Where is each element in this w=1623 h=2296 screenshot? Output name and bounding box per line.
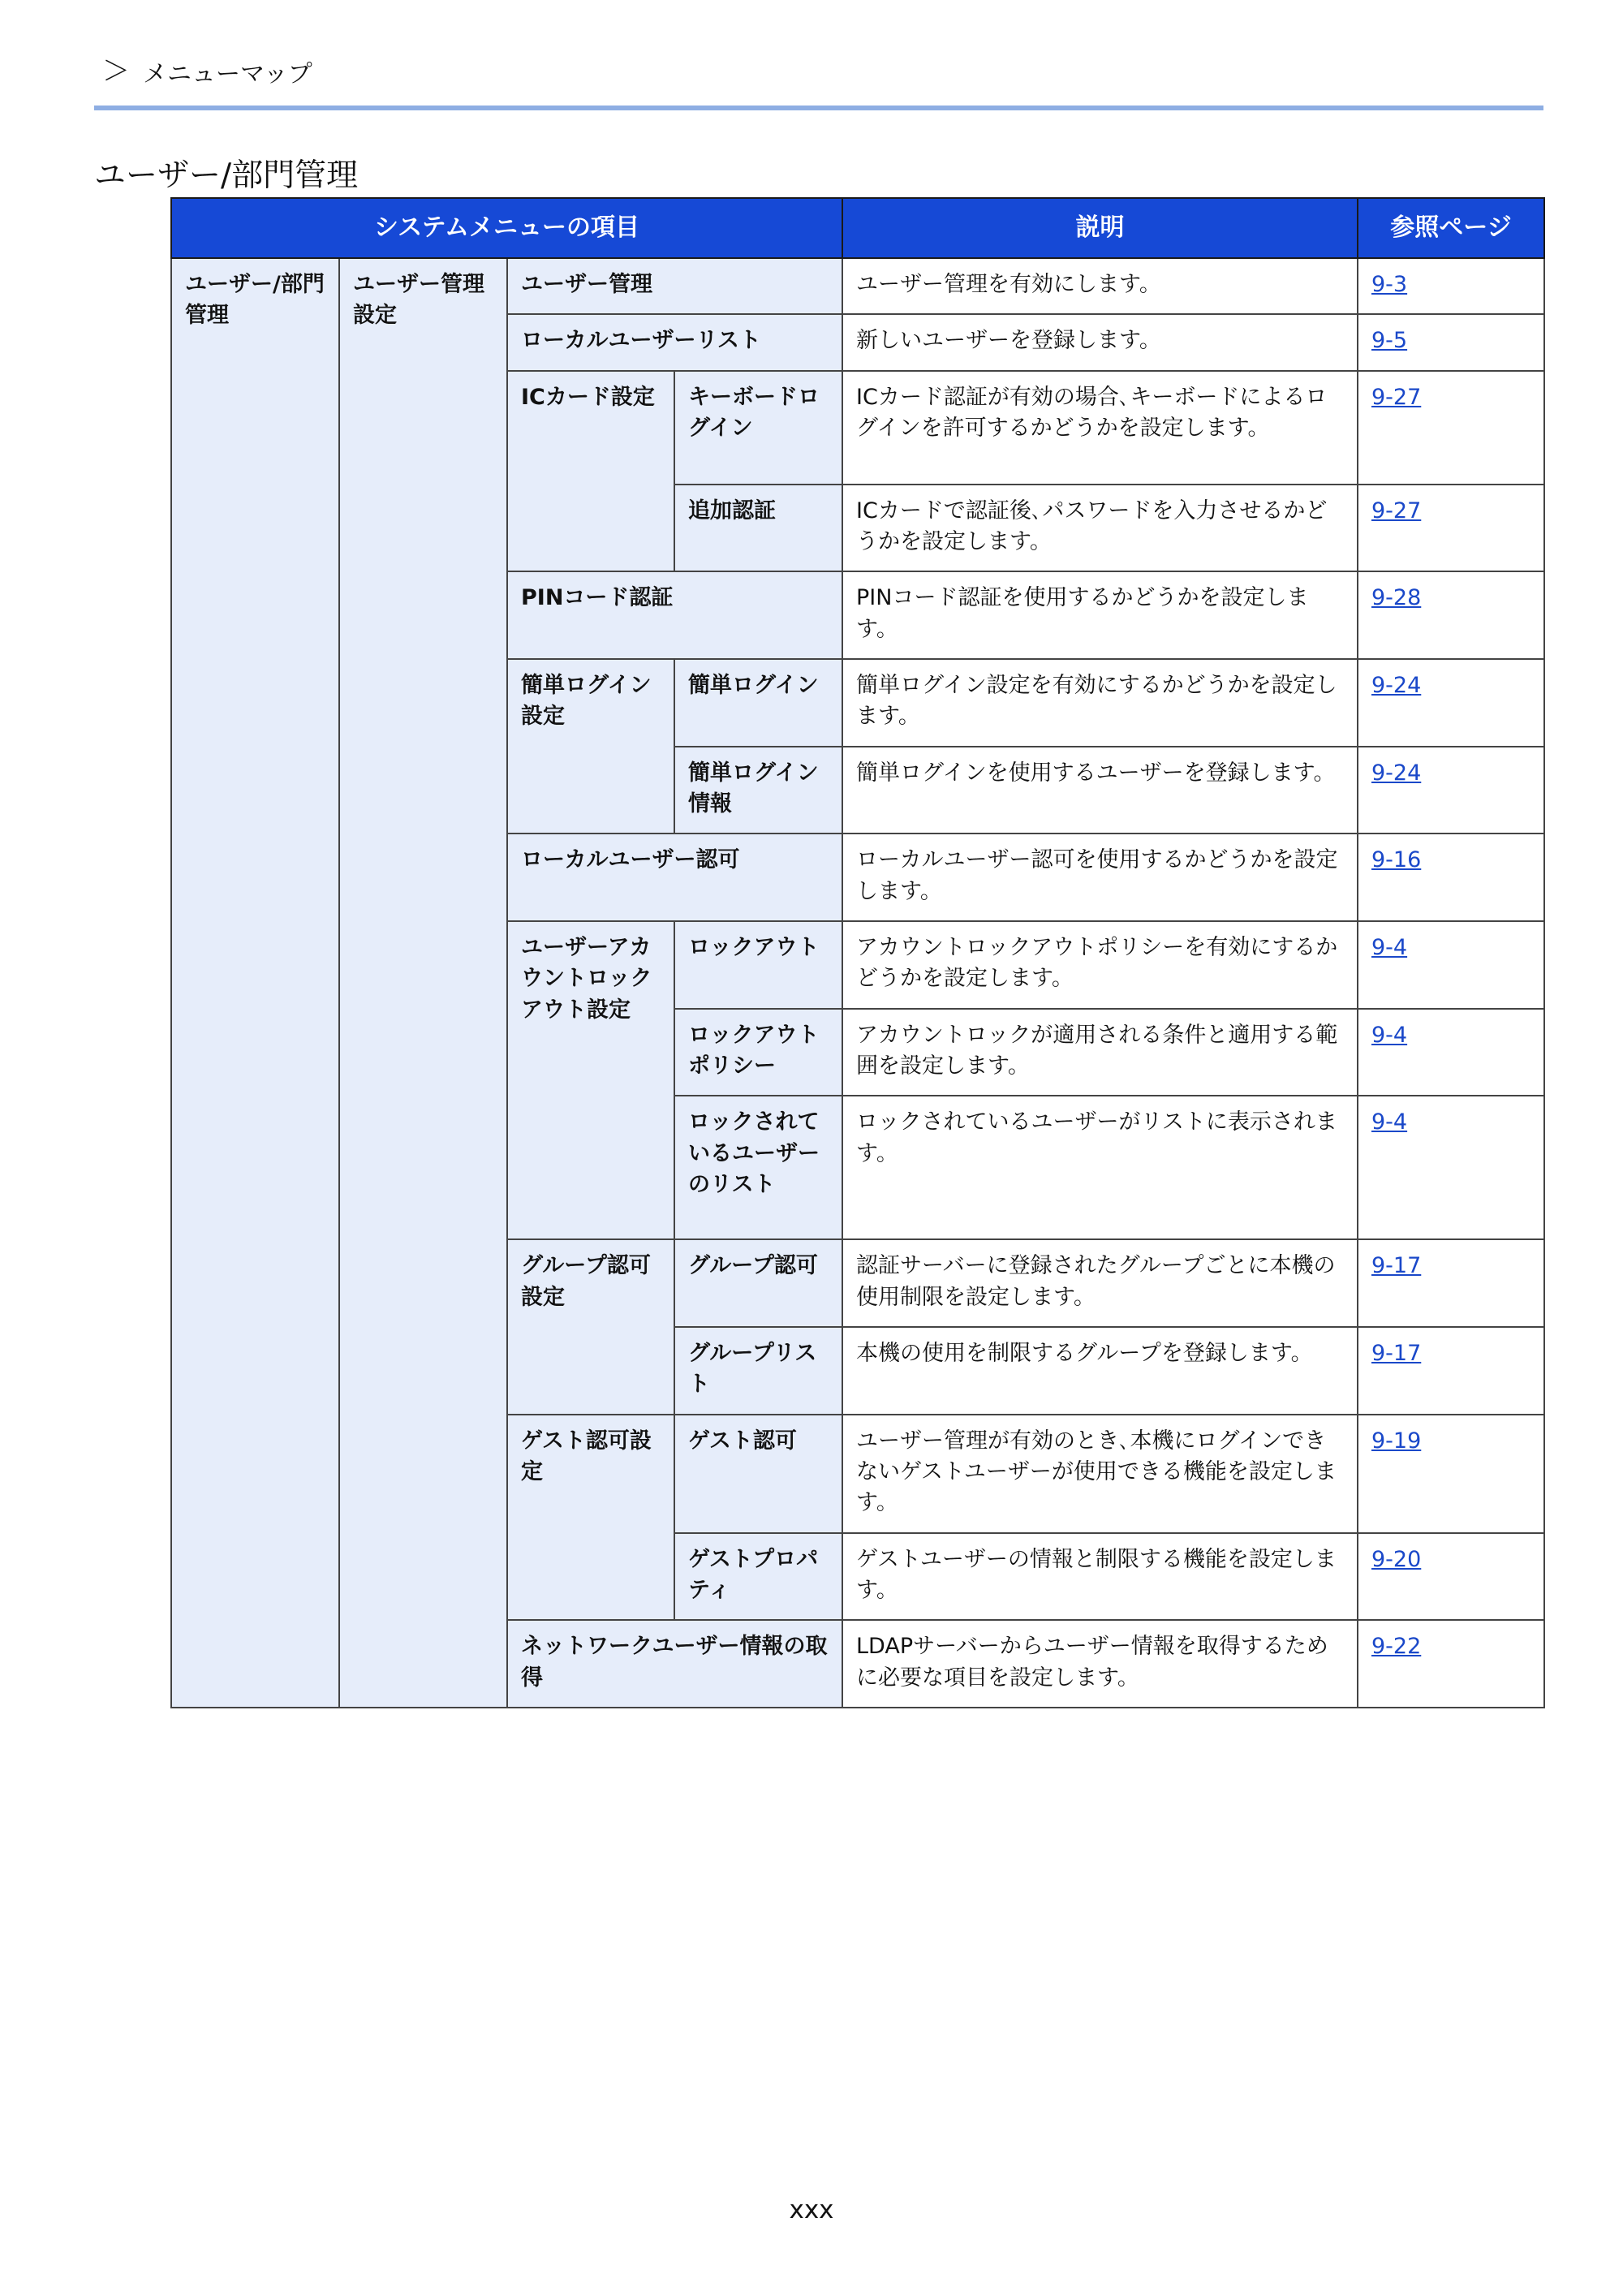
- desc-cell: ローカルユーザー認可を使用するかどうかを設定します。: [842, 834, 1358, 921]
- ref-cell: [1358, 921, 1544, 1009]
- ref-link[interactable]: 9-24: [1371, 760, 1422, 786]
- ref-link[interactable]: 9-27: [1371, 498, 1422, 523]
- ref-cell: [1358, 1533, 1544, 1621]
- ref-link[interactable]: 9-20: [1371, 1546, 1422, 1572]
- item-cell: PINコード認証: [507, 571, 842, 659]
- item-cell: グループ認可: [674, 1239, 842, 1327]
- ref-cell: [1358, 314, 1544, 370]
- ref-cell: [1358, 485, 1544, 572]
- item-cell: ローカルユーザー認可: [507, 834, 842, 921]
- ref-cell: [1358, 1009, 1544, 1096]
- item-cell: 簡単ログイン情報: [674, 747, 842, 834]
- breadcrumb: [102, 54, 312, 89]
- group-cell: ICカード設定: [507, 371, 674, 572]
- ref-link[interactable]: 9-16: [1371, 847, 1422, 873]
- ref-link[interactable]: 9-17: [1371, 1340, 1422, 1366]
- header-rule: [94, 106, 1543, 110]
- breadcrumb-label[interactable]: メニューマップ: [143, 60, 312, 88]
- desc-cell: アカウントロックが適用される条件と適用する範囲を設定します。: [842, 1009, 1358, 1096]
- level1-cell: ユーザー/部門管理: [171, 258, 339, 1708]
- item-cell: ネットワークユーザー情報の取得: [507, 1620, 842, 1708]
- ref-link[interactable]: 9-27: [1371, 384, 1422, 410]
- ref-link[interactable]: 9-22: [1371, 1634, 1422, 1660]
- ref-link[interactable]: 9-4: [1371, 934, 1408, 960]
- item-cell: ローカルユーザーリスト: [507, 314, 842, 370]
- ref-link[interactable]: 9-19: [1371, 1428, 1422, 1454]
- ref-cell: [1358, 1239, 1544, 1327]
- ref-link[interactable]: 9-17: [1371, 1253, 1422, 1279]
- item-cell: ゲスト認可: [674, 1415, 842, 1533]
- ref-cell: [1358, 258, 1544, 314]
- chevron-right-icon: ＞: [102, 55, 130, 88]
- item-cell: 追加認証: [674, 485, 842, 572]
- desc-cell: アカウントロックアウトポリシーを有効にするかどうかを設定します。: [842, 921, 1358, 1009]
- desc-cell: 簡単ログイン設定を有効にするかどうかを設定します。: [842, 659, 1358, 747]
- ref-cell: [1358, 1327, 1544, 1415]
- item-cell: キーボードログイン: [674, 371, 842, 485]
- desc-cell: 新しいユーザーを登録します。: [842, 314, 1358, 370]
- desc-cell: LDAPサーバーからユーザー情報を取得するために必要な項目を設定します。: [842, 1620, 1358, 1708]
- ref-cell: [1358, 1620, 1544, 1708]
- section-title: ユーザー/部門管理: [94, 157, 359, 194]
- desc-cell: ICカード認証が有効の場合､キーボードによるログインを許可するかどうかを設定します。: [842, 371, 1358, 485]
- ref-cell: [1358, 659, 1544, 747]
- ref-link[interactable]: 9-24: [1371, 672, 1422, 698]
- desc-cell: ゲストユーザーの情報と制限する機能を設定します。: [842, 1533, 1358, 1621]
- desc-cell: ロックされているユーザーがリストに表示されます。: [842, 1096, 1358, 1239]
- header-item: システムメニューの項目: [171, 198, 842, 258]
- ref-cell: [1358, 371, 1544, 485]
- item-cell: ロックされているユーザーのリスト: [674, 1096, 842, 1239]
- level2-cell: ユーザー管理設定: [339, 258, 507, 1708]
- ref-cell: [1358, 834, 1544, 921]
- ref-link[interactable]: 9-28: [1371, 585, 1422, 611]
- desc-cell: 本機の使用を制限するグループを登録します。: [842, 1327, 1358, 1415]
- desc-cell: 簡単ログインを使用するユーザーを登録します。: [842, 747, 1358, 834]
- item-cell: ロックアウトポリシー: [674, 1009, 842, 1096]
- table-header-row: [171, 198, 1544, 258]
- desc-cell: ユーザー管理を有効にします。: [842, 258, 1358, 314]
- desc-cell: ICカードで認証後､パスワードを入力させるかどうかを設定します。: [842, 485, 1358, 572]
- ref-cell: [1358, 1415, 1544, 1533]
- desc-cell: 認証サーバーに登録されたグループごとに本機の使用制限を設定します。: [842, 1239, 1358, 1327]
- ref-link[interactable]: 9-5: [1371, 328, 1408, 354]
- page-number: xxx: [789, 2195, 834, 2225]
- header-desc: 説明: [842, 198, 1358, 258]
- header-ref: 参照ページ: [1358, 198, 1544, 258]
- item-cell: グループリスト: [674, 1327, 842, 1415]
- item-cell: ロックアウト: [674, 921, 842, 1009]
- group-cell: ユーザーアカウントロックアウト設定: [507, 921, 674, 1239]
- desc-cell: ユーザー管理が有効のとき､本機にログインできないゲストユーザーが使用できる機能を設定します。: [842, 1415, 1358, 1533]
- group-cell: 簡単ログイン設定: [507, 659, 674, 834]
- ref-link[interactable]: 9-4: [1371, 1109, 1408, 1135]
- ref-link[interactable]: 9-3: [1371, 272, 1408, 297]
- ref-cell: [1358, 1096, 1544, 1239]
- group-cell: ゲスト認可設定: [507, 1415, 674, 1621]
- ref-cell: [1358, 571, 1544, 659]
- item-cell: ゲストプロパティ: [674, 1533, 842, 1621]
- group-cell: グループ認可設定: [507, 1239, 674, 1414]
- menu-table: [170, 197, 1545, 1708]
- ref-link[interactable]: 9-4: [1371, 1022, 1408, 1048]
- item-cell: 簡単ログイン: [674, 659, 842, 747]
- desc-cell: PINコード認証を使用するかどうかを設定します。: [842, 571, 1358, 659]
- table-row: [171, 258, 1544, 314]
- ref-cell: [1358, 747, 1544, 834]
- item-cell: ユーザー管理: [507, 258, 842, 314]
